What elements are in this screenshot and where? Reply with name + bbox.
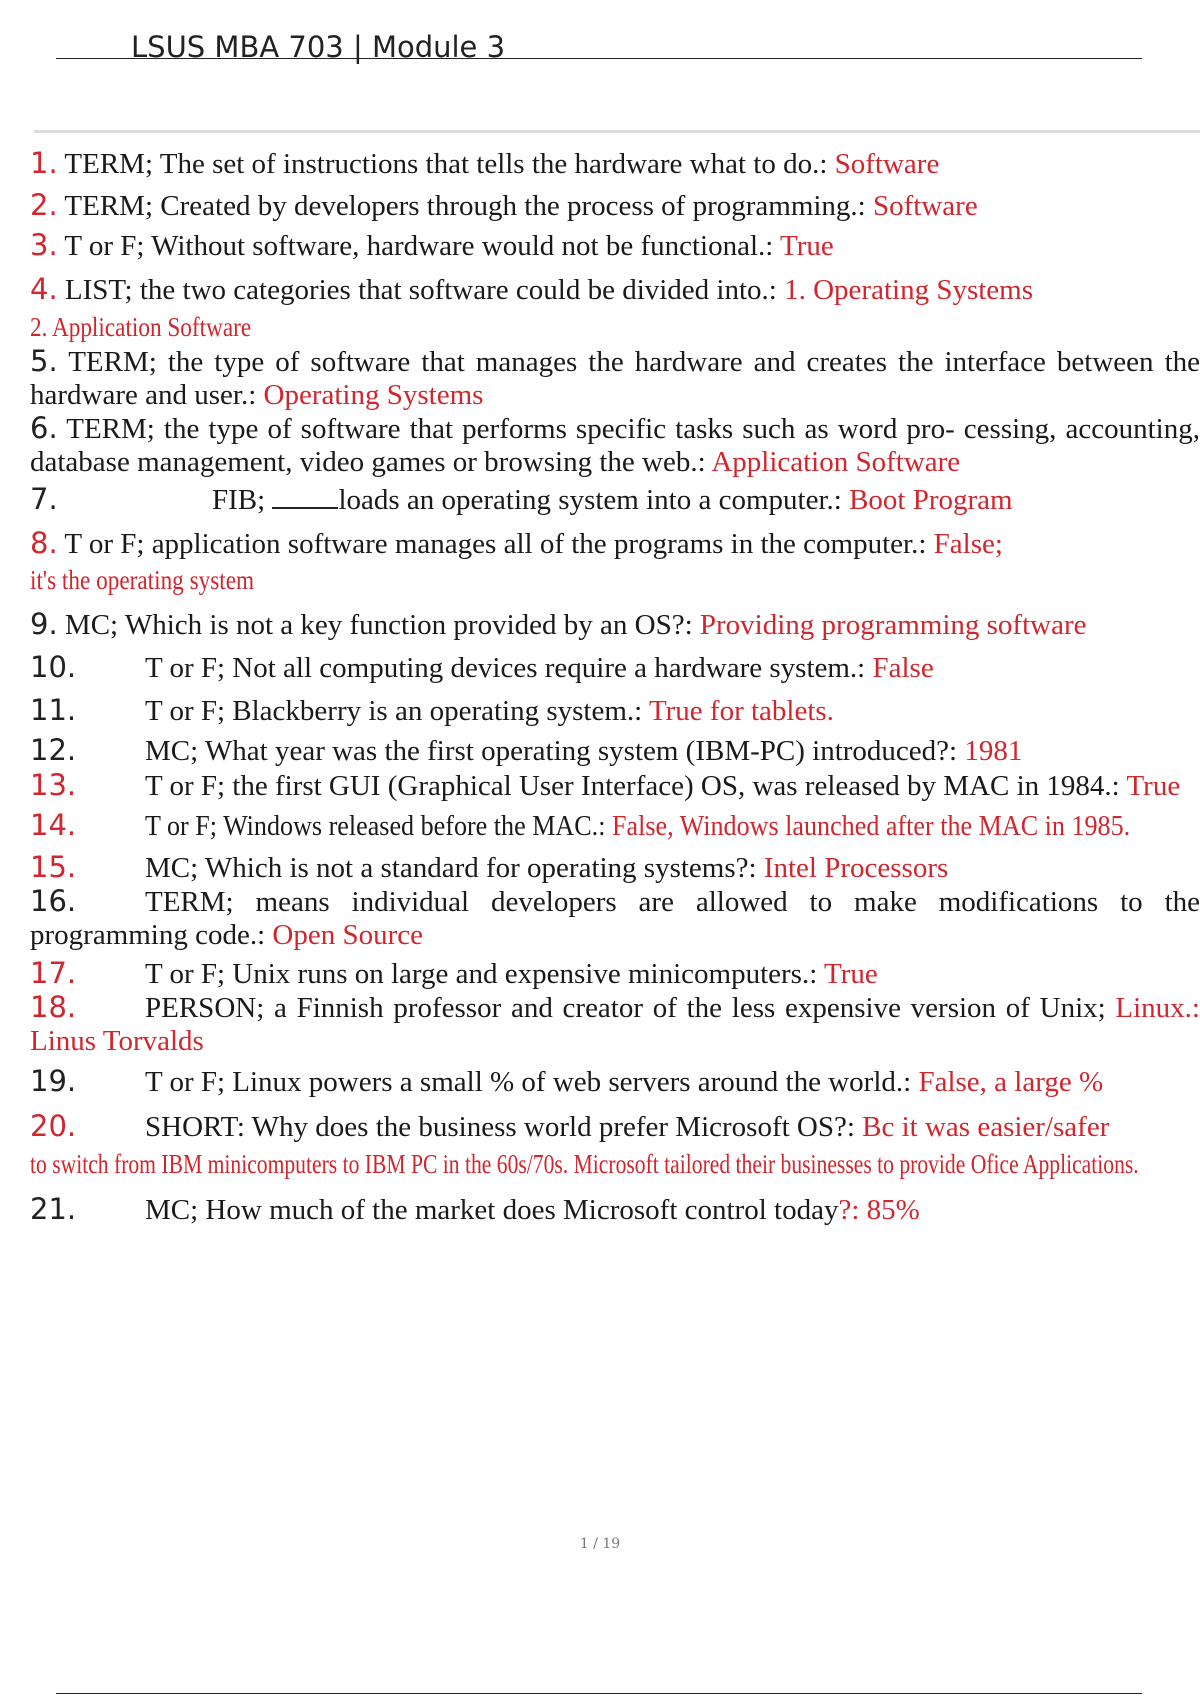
question-number: 9. xyxy=(30,607,58,641)
fill-in-blank xyxy=(272,485,338,509)
question-number: 3. xyxy=(30,228,58,262)
question-8 xyxy=(30,526,1200,561)
question-text: SHORT: Why does the business world prefer Microsoft OS?: xyxy=(145,1111,863,1143)
answer-continuation xyxy=(30,310,1200,344)
question-list xyxy=(30,140,1200,1227)
answer-text: Open Source xyxy=(272,919,424,951)
answer-text: False xyxy=(872,652,934,684)
question-text: TERM; means individual developers are allowed to make modifications to the programming code.: xyxy=(30,886,1200,951)
answer-text: Linux.: Linus Torvalds xyxy=(30,992,1200,1057)
question-text: MC; Which is not a key function provided by an OS?: xyxy=(64,609,700,641)
answer-text: True xyxy=(1126,770,1181,802)
answer-text: True xyxy=(780,230,834,262)
question-number: 1. xyxy=(30,146,58,180)
question-19 xyxy=(30,1064,1200,1099)
answer-continuation-text: to switch from IBM minicomputers to IBM PC in the 60s/70s. Microsoft tailored their businesses to provide Ofice Applications. xyxy=(30,1149,1139,1179)
question-number: 6. xyxy=(30,411,58,445)
footer-rule xyxy=(56,1693,1142,1694)
question-prefix: FIB; xyxy=(212,484,273,516)
question-number: 20. xyxy=(30,1109,77,1143)
question-1 xyxy=(30,146,1200,181)
answer-text: Software xyxy=(834,148,940,180)
question-text: TERM; Created by developers through the process of programming.: xyxy=(64,190,873,222)
question-text: MC; What year was the first operating system (IBM-PC) introduced?: xyxy=(145,735,965,767)
question-number: 14. xyxy=(30,808,77,842)
question-number: 16. xyxy=(30,884,77,918)
question-text: MC; Which is not a standard for operating systems?: xyxy=(145,852,764,884)
question-11 xyxy=(30,693,1200,728)
answer-text: Operating Systems xyxy=(263,379,484,411)
page-header xyxy=(56,28,1142,66)
question-text: MC; How much of the market does Microsoft control today xyxy=(145,1194,839,1226)
header-separator xyxy=(34,130,1200,133)
answer-text: 1981 xyxy=(964,735,1023,767)
question-4 xyxy=(30,272,1200,307)
question-13 xyxy=(30,769,1200,803)
question-number: 21. xyxy=(30,1192,77,1226)
answer-text: Boot Program xyxy=(849,484,1013,516)
question-text: T or F; Not all computing devices require a hardware system.: xyxy=(145,652,873,684)
question-14 xyxy=(30,808,1200,843)
question-number: 11. xyxy=(30,693,77,727)
question-text: TERM; the type of software that manages the hardware and creates the interface between the hardware and user.: xyxy=(30,346,1200,411)
question-text: loads an operating system into a computer.: xyxy=(338,484,850,516)
page-number: 1 / 19 xyxy=(579,1536,621,1552)
question-text: TERM; The set of instructions that tells the hardware what to do.: xyxy=(64,148,835,180)
question-text: T or F; Linux powers a small % of web servers around the world.: xyxy=(145,1066,919,1098)
answer-continuation xyxy=(30,1147,1200,1181)
answer-text: Software xyxy=(873,190,978,222)
answer-text: 1. Operating Systems xyxy=(784,274,1034,306)
question-15 xyxy=(30,850,1200,885)
question-text: T or F; application software manages all of the programs in the computer.: xyxy=(64,528,934,560)
question-text: PERSON; a Finnish professor and creator of the less expensive version of Unix; xyxy=(145,992,1116,1024)
question-number: 5. xyxy=(30,344,58,378)
question-number: 12. xyxy=(30,733,77,767)
answer-text: Bc it was easier/safer xyxy=(862,1111,1110,1143)
question-text: T or F; Without software, hardware would not be functional.: xyxy=(64,230,781,262)
question-text: T or F; the first GUI (Graphical User Interface) OS, was released by MAC in 1984.: xyxy=(145,770,1127,802)
question-text: LIST; the two categories that software could be divided into.: xyxy=(64,274,785,306)
question-text: TERM; the type of software that performs specific tasks such as word pro- cessing, accounting, database management, video games or browsing the web.: xyxy=(30,413,1200,478)
answer-continuation xyxy=(30,563,1200,597)
answer-text: ?: 85% xyxy=(838,1194,920,1226)
question-number: 10. xyxy=(30,650,77,684)
question-number: 8. xyxy=(30,526,58,560)
question-2 xyxy=(30,188,1200,223)
question-7 xyxy=(30,482,1200,517)
question-number: 15. xyxy=(30,850,77,884)
question-17 xyxy=(30,956,1200,991)
question-number: 4. xyxy=(30,272,58,306)
question-20 xyxy=(30,1109,1200,1144)
question-12 xyxy=(30,733,1200,768)
question-number: 7. xyxy=(30,482,58,516)
question-number: 13. xyxy=(30,768,77,802)
question-number: 17. xyxy=(30,956,77,990)
question-16 xyxy=(30,885,1200,952)
answer-continuation-text: 2. Application Software xyxy=(30,312,252,342)
answer-text: True for tablets. xyxy=(648,695,834,727)
answer-text: False, Windows launched after the MAC in 1985. xyxy=(611,810,1131,842)
question-number: 18. xyxy=(30,990,77,1024)
question-18 xyxy=(30,991,1200,1058)
answer-text: True xyxy=(824,958,878,990)
question-text: T or F; Windows released before the MAC.: xyxy=(145,810,612,842)
question-6 xyxy=(30,412,1200,479)
question-3 xyxy=(30,228,1200,263)
question-text: T or F; Blackberry is an operating system.: xyxy=(145,695,649,727)
question-number: 2. xyxy=(30,188,58,222)
answer-continuation-text: it's the operating system xyxy=(30,565,255,595)
answer-text: Application Software xyxy=(711,446,961,478)
question-9 xyxy=(30,607,1200,642)
answer-text: False; xyxy=(933,528,1003,560)
answer-text: Providing programming software xyxy=(699,609,1087,641)
answer-text: Intel Processors xyxy=(763,852,949,884)
question-10 xyxy=(30,650,1200,685)
question-21 xyxy=(30,1192,1200,1227)
header-title: LSUS MBA 703 | Module 3 xyxy=(131,30,506,64)
answer-text: False, a large % xyxy=(918,1066,1104,1098)
question-5 xyxy=(30,345,1200,412)
question-text: T or F; Unix runs on large and expensive minicomputers.: xyxy=(145,958,824,990)
question-number: 19. xyxy=(30,1064,77,1098)
